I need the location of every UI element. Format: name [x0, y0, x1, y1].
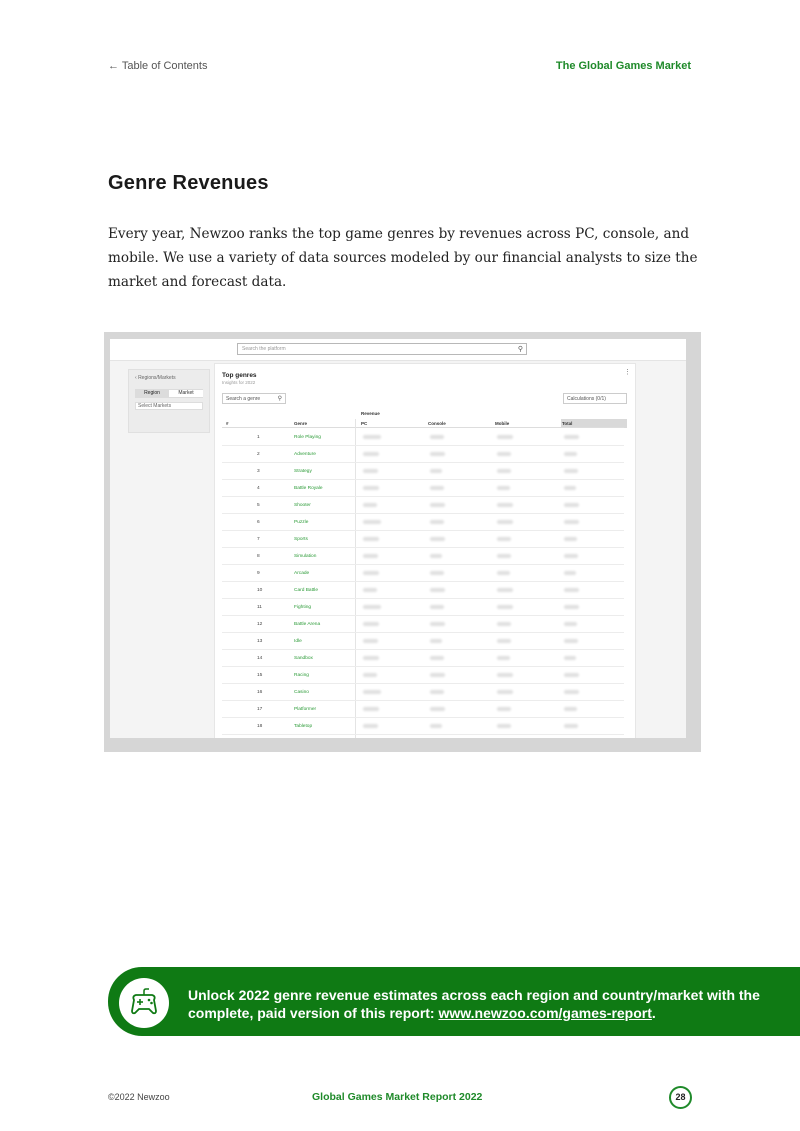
row-genre-link[interactable]: Simulation: [294, 554, 317, 559]
promo-text-body: Unlock 2022 genre revenue estimates across each region and country/market with the complete, paid version of this report:: [188, 987, 760, 1021]
table-row[interactable]: [222, 633, 624, 650]
genre-search-input[interactable]: [222, 393, 286, 404]
toggle-market[interactable]: Market: [169, 390, 203, 397]
blurred-value: [497, 486, 510, 490]
blurred-value: [497, 673, 513, 677]
gamepad-icon: [119, 978, 169, 1028]
blurred-value: [564, 724, 578, 728]
select-markets-dropdown[interactable]: Select Markets: [135, 402, 203, 410]
row-rank: 9: [257, 571, 260, 576]
row-rank: 6: [257, 520, 260, 525]
blurred-value: [497, 690, 513, 694]
row-genre-link[interactable]: Battle Royale: [294, 486, 323, 491]
blurred-value: [430, 435, 444, 439]
search-icon: ⚲: [517, 346, 523, 353]
blurred-value: [564, 571, 576, 575]
row-rank: 11: [257, 605, 262, 610]
blurred-value: [363, 673, 377, 677]
section-title: The Global Games Market: [555, 60, 691, 72]
platform-screenshot: [104, 332, 701, 752]
blurred-value: [430, 571, 444, 575]
revenue-header: Revenue: [361, 411, 380, 416]
blurred-value: [430, 673, 445, 677]
blurred-value: [564, 469, 578, 473]
blurred-value: [430, 469, 442, 473]
row-rank: 16: [257, 690, 263, 695]
blurred-value: [363, 520, 381, 524]
table-row[interactable]: [222, 650, 624, 667]
blurred-value: [363, 469, 378, 473]
row-genre-link[interactable]: Adventure: [294, 452, 316, 457]
col-total[interactable]: Total: [562, 421, 573, 426]
filters-sidebar: [128, 369, 210, 433]
table-header: [222, 419, 624, 428]
blurred-value: [430, 690, 444, 694]
row-genre-link[interactable]: Idle: [294, 639, 302, 644]
report-link[interactable]: www.newzoo.com/games-report: [438, 1005, 652, 1021]
blurred-value: [363, 707, 379, 711]
blurred-value: [564, 503, 579, 507]
blurred-value: [497, 622, 511, 626]
row-genre-link[interactable]: Shooter: [294, 503, 311, 508]
blurred-value: [430, 520, 444, 524]
calculations-dropdown[interactable]: [563, 393, 627, 404]
table-row[interactable]: [222, 667, 624, 684]
blurred-value: [363, 503, 377, 507]
blurred-value: [497, 469, 511, 473]
blurred-value: [497, 639, 511, 643]
row-genre-link[interactable]: Role Playing: [294, 435, 321, 440]
gamepad-icon-badge: [119, 978, 169, 1028]
blurred-value: [430, 554, 442, 558]
blurred-value: [363, 656, 379, 660]
blurred-value: [363, 622, 379, 626]
blurred-value: [564, 656, 576, 660]
promo-text-end: .: [651, 1005, 656, 1021]
blurred-value: [363, 571, 379, 575]
row-rank: 12: [257, 622, 263, 627]
blurred-value: [497, 435, 513, 439]
sidebar-label: ‹ Regions/Markets: [135, 375, 176, 381]
table-row[interactable]: [222, 480, 624, 497]
blurred-value: [497, 588, 513, 592]
blurred-value: [430, 707, 445, 711]
blurred-value: [363, 486, 379, 490]
platform-topbar: [110, 339, 686, 361]
blurred-value: [430, 503, 445, 507]
row-genre-link[interactable]: Racing: [294, 673, 309, 678]
blurred-value: [564, 554, 578, 558]
blurred-value: [497, 452, 511, 456]
top-genres-panel: [214, 363, 636, 738]
more-options-icon[interactable]: ⋮: [624, 369, 631, 376]
blurred-value: [564, 520, 579, 524]
row-genre-link[interactable]: Platformer: [294, 707, 317, 712]
blurred-value: [430, 605, 444, 609]
table-row[interactable]: [222, 718, 624, 735]
report-title: Global Games Market Report 2022: [312, 1091, 483, 1103]
blurred-value: [363, 724, 378, 728]
panel-title: Top genres: [222, 372, 257, 379]
col-mobile[interactable]: Mobile: [495, 421, 510, 426]
blurred-value: [430, 537, 445, 541]
blurred-value: [363, 588, 377, 592]
table-row[interactable]: [222, 446, 624, 463]
table-row[interactable]: [222, 599, 624, 616]
row-rank: 4: [257, 486, 260, 491]
blurred-value: [363, 639, 378, 643]
row-rank: 18: [257, 724, 263, 729]
row-rank: 2: [257, 452, 260, 457]
row-genre-link[interactable]: Puzzle: [294, 520, 309, 525]
platform-search-input[interactable]: [237, 343, 527, 355]
blurred-value: [363, 452, 379, 456]
row-rank: 10: [257, 588, 263, 593]
blurred-value: [497, 554, 511, 558]
blurred-value: [363, 554, 378, 558]
blurred-value: [564, 605, 579, 609]
row-rank: 15: [257, 673, 263, 678]
panel-subtitle: Insights for 2022: [222, 380, 256, 385]
regions-markets-label: Regions/Markets: [138, 375, 176, 381]
blurred-value: [430, 724, 442, 728]
table-of-contents-link[interactable]: ← Table of Contents: [108, 60, 208, 72]
row-genre-link[interactable]: Fighting: [294, 605, 312, 610]
table-row[interactable]: [222, 497, 624, 514]
blurred-value: [564, 690, 579, 694]
blurred-value: [564, 673, 579, 677]
blurred-value: [497, 707, 511, 711]
row-genre-link[interactable]: Sports: [294, 537, 308, 542]
col-console[interactable]: Console: [428, 421, 446, 426]
row-genre-link[interactable]: Tabletop: [294, 724, 313, 729]
blurred-value: [363, 605, 381, 609]
platform-search-placeholder: Search the platform: [242, 346, 286, 352]
blurred-value: [363, 537, 379, 541]
page-title: Genre Revenues: [108, 172, 269, 194]
copyright: ©2022 Newzoo: [108, 1092, 170, 1102]
page-number: 28: [669, 1086, 692, 1109]
col-genre[interactable]: Genre: [294, 421, 308, 426]
blurred-value: [497, 571, 510, 575]
table-row[interactable]: [222, 548, 624, 565]
row-genre-link[interactable]: Arcade: [294, 571, 310, 576]
table-row[interactable]: [222, 531, 624, 548]
row-rank: 3: [257, 469, 260, 474]
blurred-value: [497, 520, 513, 524]
region-market-toggle[interactable]: [135, 389, 203, 398]
row-rank: 5: [257, 503, 260, 508]
row-rank: 13: [257, 639, 263, 644]
row-genre-link[interactable]: Strategy: [294, 469, 312, 474]
blurred-value: [497, 503, 513, 507]
row-rank: 8: [257, 554, 260, 559]
blurred-value: [564, 537, 577, 541]
intro-paragraph: Every year, Newzoo ranks the top game genres by revenues across PC, console, and mobile. We use a variety of data sources modeled by our financial analysts to size the market and forecast data.: [108, 226, 698, 290]
search-icon: ⚲: [277, 396, 282, 402]
blurred-value: [497, 605, 513, 609]
row-rank: 7: [257, 537, 260, 542]
row-rank: 17: [257, 707, 263, 712]
table-row[interactable]: [222, 514, 624, 531]
blurred-value: [564, 435, 579, 439]
blurred-value: [497, 724, 511, 728]
blurred-value: [497, 537, 511, 541]
row-genre-link[interactable]: Casino: [294, 690, 309, 695]
col-pc[interactable]: PC: [361, 421, 368, 426]
blurred-value: [564, 486, 576, 490]
col-rank[interactable]: #: [226, 421, 229, 426]
blurred-value: [430, 622, 445, 626]
blurred-value: [564, 622, 577, 626]
blurred-value: [564, 639, 578, 643]
table-row[interactable]: [222, 429, 624, 446]
genre-search-placeholder: Search a genre: [226, 396, 261, 402]
table-row[interactable]: [222, 701, 624, 718]
blurred-value: [564, 707, 577, 711]
blurred-value: [497, 656, 510, 660]
row-genre-link[interactable]: Sandbox: [294, 656, 313, 661]
blurred-value: [430, 639, 442, 643]
blurred-value: [430, 452, 445, 456]
table-row[interactable]: [222, 684, 624, 701]
table-row[interactable]: [222, 616, 624, 633]
calculations-label: Calculations (0/1): [567, 396, 606, 402]
blurred-value: [363, 435, 381, 439]
blurred-value: [430, 588, 445, 592]
table-row[interactable]: [222, 463, 624, 480]
toggle-region[interactable]: Region: [144, 390, 160, 396]
row-rank: 14: [257, 656, 263, 661]
promo-text: [188, 986, 788, 1022]
screenshot-viewport: [110, 339, 686, 738]
blurred-value: [564, 452, 577, 456]
table-row[interactable]: [222, 565, 624, 582]
blurred-value: [430, 656, 444, 660]
blurred-value: [564, 588, 579, 592]
row-rank: 1: [257, 435, 260, 440]
row-genre-link[interactable]: Card Battle: [294, 588, 318, 593]
table-row[interactable]: [222, 582, 624, 599]
blurred-value: [430, 486, 444, 490]
row-genre-link[interactable]: Battle Arena: [294, 622, 321, 627]
blurred-value: [363, 690, 381, 694]
